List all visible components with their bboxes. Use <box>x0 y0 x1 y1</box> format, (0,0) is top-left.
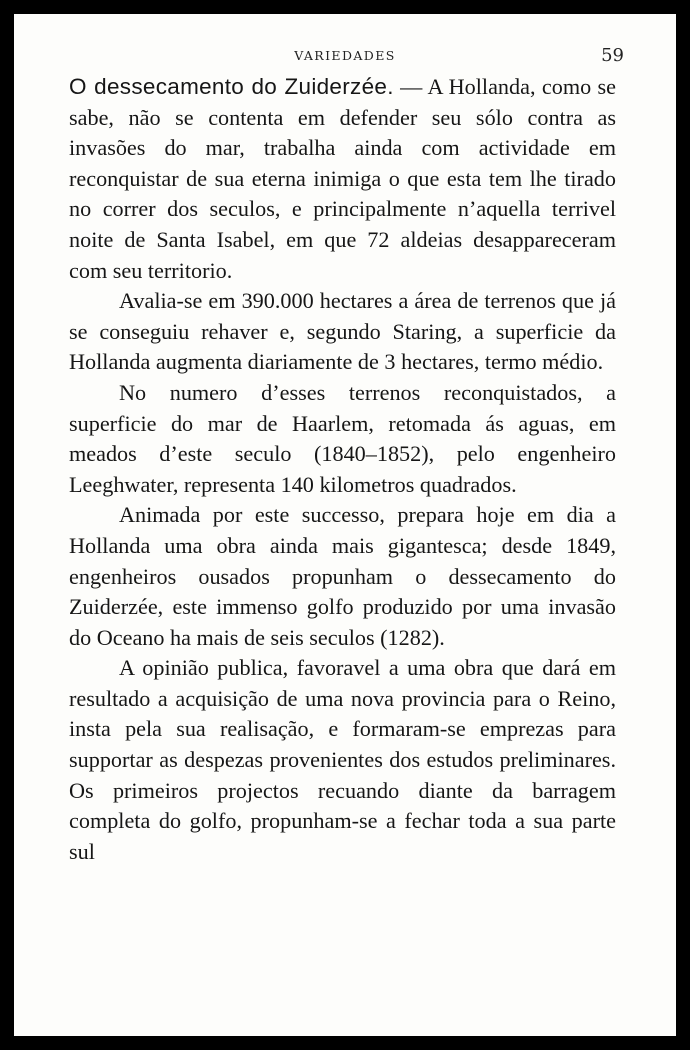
paragraph-5: A opinião publica, favoravel a uma obra que dará em resultado a acquisição de uma nova provincia para o Reino, insta pela sua realisação, e formaram-se emprezas para supportar as despezas provenientes dos estudos preliminares. Os primeiros projectos recuando diante da barragem completa do golfo, propunham-se a fechar toda a sua parte sul <box>69 655 616 864</box>
article-body <box>69 72 616 867</box>
paragraph-4: Animada por este successo, prepara hoje em dia a Hollanda uma obra ainda mais gigantesca; desde 1849, engenheiros ousados propunham o dessecamento do Zuiderzée, este immenso golfo produzido por uma invasão do Oceano ha mais de seis seculos (1282). <box>69 502 616 650</box>
book-page <box>14 14 676 1036</box>
paragraph-1 <box>69 72 616 286</box>
running-head <box>14 45 676 67</box>
paragraph-3: No numero d’esses terrenos reconquistados, a superficie do mar de Haarlem, retomada ás aguas, em meados d’este seculo (1840–1852), pelo engenheiro Leeghwater, representa 140 kilometros quadrados. <box>69 379 616 497</box>
page-number: 59 <box>601 45 624 66</box>
paragraph-2: Avalia-se em 390.000 hectares a área de terrenos que já se conseguiu rehaver e, segundo Staring, a superficie da Hollanda augmenta diariamente de 3 hectares, termo médio. <box>69 288 616 375</box>
paragraph-1-text: — A Hollanda, como se sabe, não se contenta em defender seu sólo contra as invasões do mar, trabalha ainda com actividade em reconquistar de sua eterna inimiga o que esta tem lhe tirado no correr dos seculos, e principalmente n’aquella terrivel noite de Santa Isabel, em que 72 aldeias desappareceram com seu territorio. <box>69 74 617 283</box>
running-title: VARIEDADES <box>294 48 396 63</box>
section-heading: O dessecamento do Zuiderzée. <box>69 74 394 99</box>
